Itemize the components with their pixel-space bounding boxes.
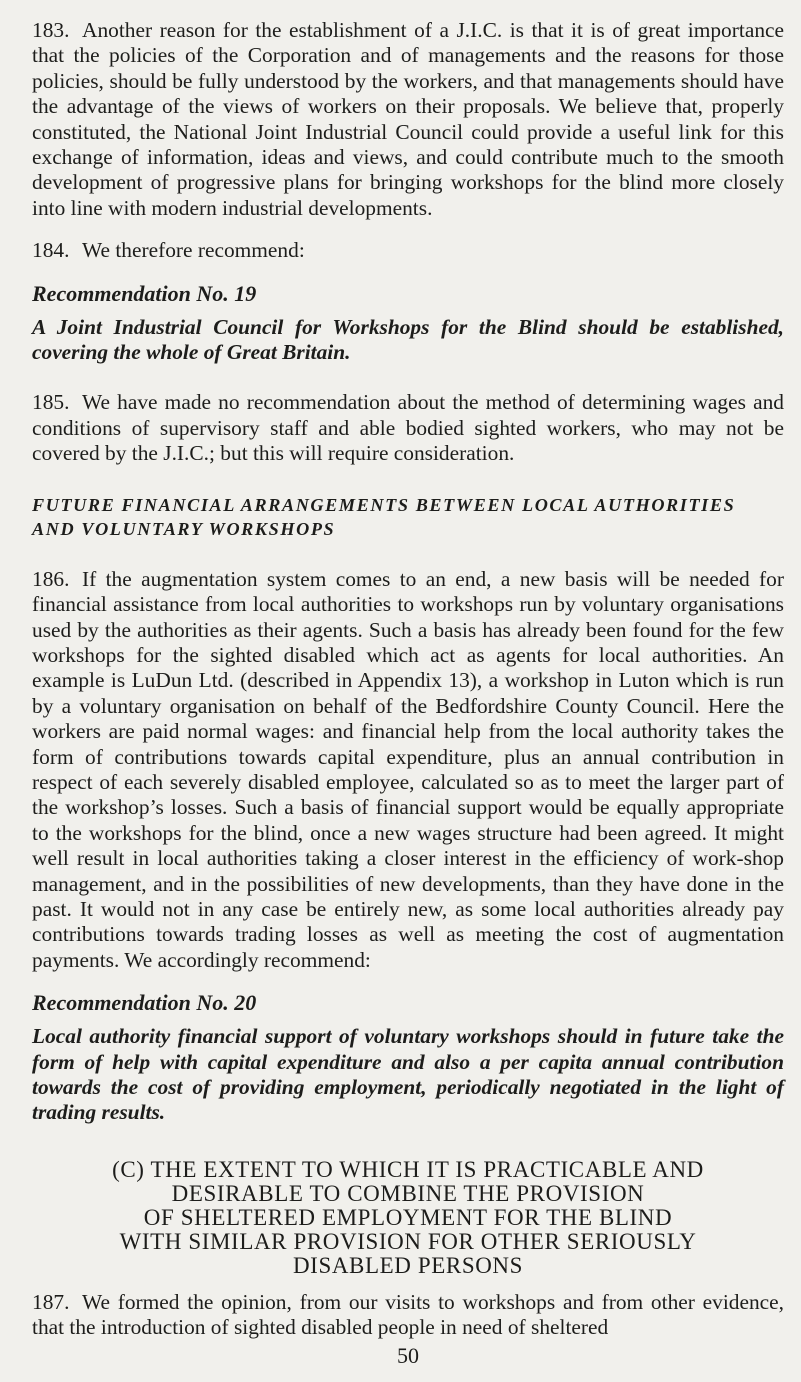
paragraph-text: We formed the opinion, from our visits to workshops and from other evidence, that the introduction of sighted disabled people in need of sheltered: [32, 1289, 784, 1340]
section-heading-line: OF SHELTERED EMPLOYMENT FOR THE BLIND: [143, 1204, 673, 1230]
paragraph-text: If the augmentation system comes to an end, a new basis will be needed for financial assistance from local authorities to workshops run by voluntary organisations used by the authorities as their agents. Such a basis has already been found for the few workshops for the sighted disabled which act as agents for local authorities. An example is LuDun Ltd. (described in Appendix 13), a workshop in Luton which is run by a voluntary organisation on behalf of the Bedfordshire County Council. Here the workers are paid normal wages: and financial help from the local authority takes the form of contributions towards capital expenditure, plus an annual contribution in respect of each severely disabled employee, calculated so as to meet the larger part of the workshop’s losses. Such a basis of financial support would be equally appropriate to the workshops for the blind, once a new wages structure had been agreed. It might well result in local authorities taking a closer interest in the efficiency of work-shop management, and in the possibilities of new developments, than they have done in the past. It would not in any case be entirely new, as some local authorities already pay contributions towards trading losses as well as meeting the cost of augmentation payments. We accordingly recommend:: [32, 566, 784, 972]
section-heading-line: AND VOLUNTARY WORKSHOPS: [32, 518, 336, 539]
paragraph-number: 183.: [32, 18, 70, 42]
paragraph-number: 184.: [32, 238, 70, 263]
paragraph-187: [32, 1290, 784, 1341]
paragraph-number: 187.: [32, 1289, 70, 1314]
section-heading-line: (C) THE EXTENT TO WHICH IT IS PRACTICABLE AND: [112, 1156, 704, 1182]
recommendation-19-heading: Recommendation No. 19: [32, 280, 257, 306]
recommendation-20-text: Local authority financial support of voluntary workshops should in future take the form of help with capital expenditure and also a per capita annual contribution towards the cost of providing employment, periodically negotiated in the light of trading results.: [32, 1024, 784, 1125]
section-heading-line: DISABLED PERSONS: [292, 1252, 524, 1278]
document-page: [32, 10, 784, 1369]
paragraph-186: [32, 567, 784, 974]
paragraph-number: 185.: [32, 390, 70, 415]
section-heading-future-financial-arrangements: [32, 493, 784, 541]
paragraph-text: Another reason for the establishment of a J.I.C. is that it is of great importance that the policies of the Corporation and of managements and the reasons for those policies, should be fully understood by the workers, and that managements should have the advantage of the views of workers on their proposals. We believe that, properly constituted, the National Joint Industrial Council could provide a useful link for this exchange of information, ideas and views, and could contribute much to the smooth development of progressive plans for bringing workshops for the blind more closely into line with modern industrial developments.: [32, 18, 784, 220]
paragraph-183: [32, 18, 784, 221]
recommendation-19-text: A Joint Industrial Council for Workshops for the Blind should be established, covering the whole of Great Britain.: [32, 314, 784, 365]
paragraph-text: We have made no recommendation about the method of determining wages and conditions of supervisory staff and able bodied sighted workers, who may not be covered by the J.I.C.; but this will require consideration.: [32, 390, 784, 466]
page-number: 50: [397, 1342, 419, 1368]
paragraph-number: 186.: [32, 566, 70, 591]
section-heading-line: FUTURE FINANCIAL ARRANGEMENTS BETWEEN LOCAL AUTHORITIES: [32, 494, 736, 515]
section-heading-line: WITH SIMILAR PROVISION FOR OTHER SERIOUSLY: [119, 1228, 697, 1254]
paragraph-184: [32, 238, 784, 263]
paragraph-text: We therefore recommend:: [82, 238, 305, 263]
paragraph-185: [32, 390, 784, 466]
recommendation-20-heading: Recommendation No. 20: [32, 990, 257, 1016]
section-heading-c: [22, 1158, 794, 1278]
section-heading-line: DESIRABLE TO COMBINE THE PROVISION: [171, 1180, 645, 1206]
